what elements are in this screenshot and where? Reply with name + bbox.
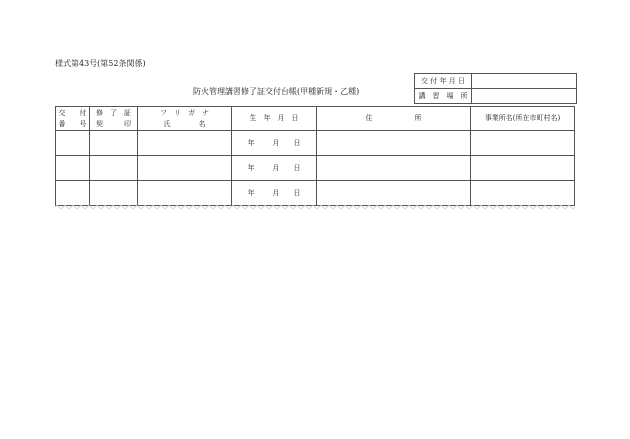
issue-number-cell[interactable]	[56, 181, 90, 206]
day-label: 日	[293, 189, 301, 197]
name-cell[interactable]	[138, 131, 232, 156]
venue-label: 講 習 場 所	[415, 89, 472, 104]
name-cell[interactable]	[138, 181, 232, 206]
form-number-label: 様式第43号(第52条関係)	[55, 59, 146, 68]
header-address: 住 所	[317, 107, 471, 131]
month-label: 月	[272, 164, 280, 172]
year-label: 年	[247, 139, 255, 147]
header-full-name: 氏 名	[163, 119, 206, 128]
certificate-seal-cell[interactable]	[90, 131, 138, 156]
issue-info-table	[414, 73, 577, 104]
address-cell[interactable]	[317, 156, 471, 181]
header-issue-number	[56, 107, 90, 131]
name-cell[interactable]	[138, 156, 232, 181]
month-label: 月	[272, 189, 280, 197]
table-row	[56, 156, 575, 181]
header-certificate-seal-line1: 修 了 証	[96, 108, 131, 117]
header-furigana: フ リ ガ ナ	[160, 108, 209, 117]
issue-number-cell[interactable]	[56, 131, 90, 156]
day-label: 日	[293, 139, 301, 147]
header-issue-number-line2: 番 号	[58, 119, 87, 128]
header-name	[138, 107, 232, 131]
header-birthdate: 生 年 月 日	[232, 107, 317, 131]
header-row	[56, 107, 575, 131]
issue-number-cell[interactable]	[56, 156, 90, 181]
register-table	[55, 106, 575, 206]
address-cell[interactable]	[317, 131, 471, 156]
birthdate-cell[interactable]	[232, 181, 317, 206]
day-label: 日	[293, 164, 301, 172]
certificate-seal-cell[interactable]	[90, 156, 138, 181]
issue-date-field[interactable]	[472, 74, 577, 89]
header-certificate-seal	[90, 107, 138, 131]
certificate-seal-cell[interactable]	[90, 181, 138, 206]
birthdate-cell[interactable]	[232, 156, 317, 181]
header-certificate-seal-line2: 契 印	[96, 119, 131, 128]
address-cell[interactable]	[317, 181, 471, 206]
table-row	[56, 181, 575, 206]
birthdate-cell[interactable]	[232, 131, 317, 156]
year-label: 年	[247, 164, 255, 172]
issue-date-label: 交 付 年 月 日	[415, 74, 472, 89]
month-label: 月	[272, 139, 280, 147]
venue-field[interactable]	[472, 89, 577, 104]
document-title: 防火管理講習修了証交付台帳(甲種新規・乙種)	[193, 87, 360, 96]
header-workplace: 事業所名(所在市町村名)	[471, 107, 575, 131]
workplace-cell[interactable]	[471, 181, 575, 206]
year-label: 年	[247, 189, 255, 197]
header-issue-number-line1: 交 付	[58, 108, 87, 117]
workplace-cell[interactable]	[471, 156, 575, 181]
continuation-break-line	[55, 204, 577, 210]
table-row	[56, 131, 575, 156]
workplace-cell[interactable]	[471, 131, 575, 156]
